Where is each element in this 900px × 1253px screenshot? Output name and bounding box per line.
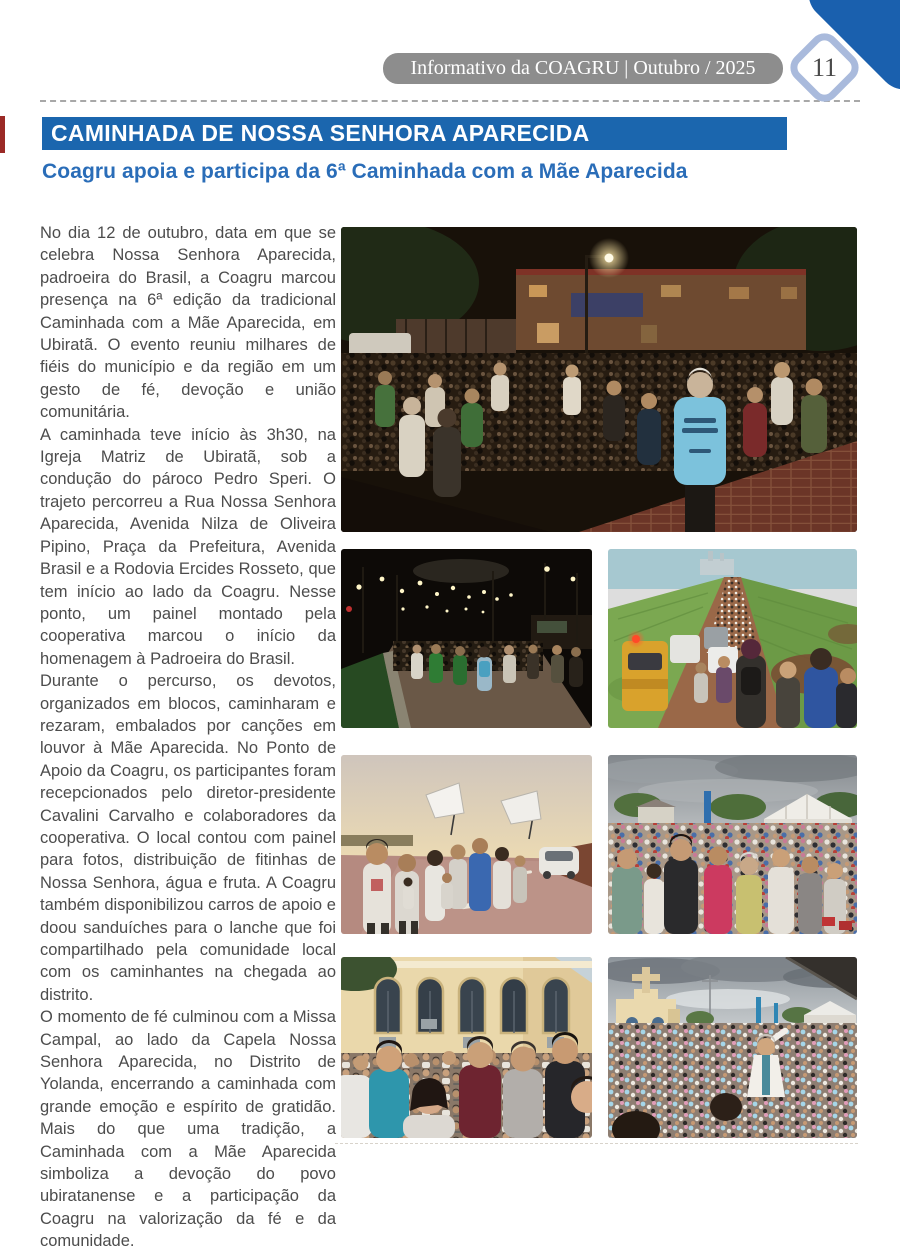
photo-flags-at-dawn	[341, 755, 592, 934]
article-title-bar	[42, 117, 787, 150]
paragraph-2: A caminhada teve início às 3h30, na Igreja Matriz de Ubiratã, sob a condução do pároco Pedro Speri. O trajeto percorreu a Rua Nossa Senhora Aparecida, Avenida Nilza de Oliveira Pipino, Praça da Prefeitura, Avenida Brasil e a Rodovia Ercides Rosseto, que tem início ao lado da Coagru. Nesse ponto, um painel montado pela cooperativa marcou o início da homenagem à Padroeira do Brasil.	[40, 425, 336, 668]
photo-chapel-crowd	[608, 957, 857, 1138]
photo-mass-crowd-tent	[608, 755, 857, 934]
left-accent-strip	[0, 116, 5, 153]
paragraph-1: No dia 12 de outubro, data em que se celebra Nossa Senhora Aparecida, padroeira do Brasil, a Coagru marcou presença na 6ª edição da tradicional Caminhada com a Mãe Aparecida, em Ubiratã. O evento reuniu milhares de fiéis do município e da região em um gesto de fé, devoção e união comunitária.	[40, 224, 336, 422]
header-ribbon-text: Informativo da COAGRU | Outubro / 2025	[410, 57, 756, 79]
article-subtitle: Coagru apoia e participa da 6ª Caminhada com a Mãe Aparecida	[42, 160, 688, 183]
photo-night-street-walk	[341, 549, 592, 728]
header-ribbon	[383, 53, 783, 84]
photo-crowd-near-building	[341, 957, 592, 1138]
photo-night-gathering	[341, 227, 857, 532]
dashed-divider-top	[40, 100, 860, 102]
article-title: CAMINHADA DE NOSSA SENHORA APARECIDA	[51, 120, 590, 146]
article-body	[40, 222, 336, 1253]
page-number: 11	[811, 52, 838, 82]
photo-rural-procession	[608, 549, 857, 728]
paragraph-3: Durante o percurso, os devotos, organizados em blocos, caminharam e rezaram, embalados por canções em louvor à Mãe Aparecida. No Ponto de Apoio da Coagru, os participantes foram recepcionados pelo diretor-presidente Cavalini Carvalho e colaboradores da cooperativa. O local contou com painel para fotos, distribuição de fitinhas de Nossa Senhora, água e fruta. A Coagru também disponibilizou carros de apoio e doou sanduíches para o lanche que foi compartilhado pela comunidade local com os caminhantes na chegada ao distrito.	[40, 672, 336, 1004]
dashed-divider-bottom	[335, 1143, 858, 1144]
paragraph-4: O momento de fé culminou com a Missa Campal, ao lado da Capela Nossa Senhora Aparecida, no Distrito de Yolanda, encerrando a caminhada com grande emoção e espírito de gratidão. Mais do que uma tradição, a Caminhada com a Mãe Aparecida simboliza a devoção do povo ubiratanense e a participação da Coagru na valorização da fé e da comunidade.	[40, 1008, 336, 1251]
